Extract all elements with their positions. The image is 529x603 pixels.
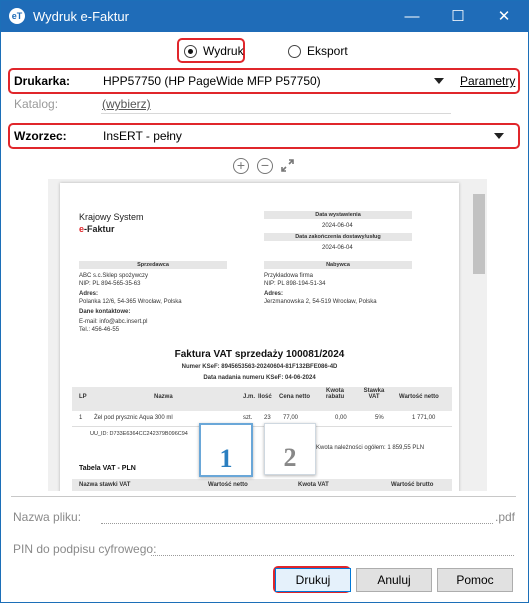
doc-seller-header: Sprzedawca	[79, 261, 227, 269]
doc-row-lp: 1	[79, 415, 83, 421]
output-mode-group	[1, 38, 528, 62]
minimize-button[interactable]: —	[404, 8, 420, 25]
doc-issue-date-header: Data wystawienia	[264, 211, 412, 219]
doc-delivery-date-header: Data zakończenia dostawy/usług	[264, 233, 412, 241]
doc-seller-nip: NIP: PL 894-565-35-63	[79, 281, 141, 287]
radio-eksport[interactable]	[288, 42, 348, 60]
filename-input[interactable]	[101, 523, 493, 524]
doc-row-wartosc: 1 771,00	[412, 415, 436, 421]
doc-vat-col-netto: Wartość netto	[208, 482, 248, 488]
doc-ksef-date: Data nadania numeru KSeF: 04-06-2024	[203, 375, 316, 381]
doc-system-name: Krajowy System	[79, 212, 144, 222]
template-label: Wzorzec:	[14, 129, 67, 143]
doc-vat-table-title: Tabela VAT - PLN	[79, 465, 136, 472]
doc-buyer-header: Nabywca	[264, 261, 412, 269]
doc-row-cena: 77,00	[283, 415, 299, 421]
doc-total: Kwota należności ogółem: 1 859,55 PLN	[316, 445, 425, 451]
doc-col-ilosc: Ilość	[258, 394, 272, 400]
doc-brand	[79, 224, 115, 234]
doc-seller-phone: Tel.: 456-46-55	[79, 327, 120, 333]
doc-col-nazwa: Nazwa	[154, 394, 173, 400]
print-preview-area[interactable]	[48, 179, 487, 491]
help-button[interactable]: Pomoc	[437, 568, 513, 592]
doc-seller-contact-label: Dane kontaktowe:	[79, 309, 131, 315]
radio-wydruk-label: Wydruk	[203, 44, 244, 58]
doc-buyer-name: Przykładowa firma	[264, 273, 314, 279]
doc-row-rabat: 0,00	[335, 415, 347, 421]
doc-buyer-addr: Jerzmanowska 2, 54-519 Wrocław, Polska	[264, 299, 377, 305]
page-thumbnail-1-label: 1	[219, 444, 233, 473]
doc-row-nazwa: Żel pod prysznic Aqua 300 ml	[94, 415, 173, 421]
doc-seller-addr: Polanka 12/6, 54-365 Wrocław, Polska	[79, 299, 182, 305]
doc-col-wartosc: Wartość netto	[399, 394, 439, 400]
printer-select[interactable]: HPP57750 (HP PageWide MFP P57750)	[103, 74, 321, 88]
app-logo-icon: eT	[9, 8, 25, 24]
radio-selected-icon	[184, 45, 197, 58]
doc-col-cena: Cena netto	[279, 394, 311, 400]
doc-row-divider	[72, 426, 452, 427]
doc-seller-email: E-mail: info@abc.insert.pl	[79, 319, 148, 325]
page-thumbnail-2[interactable]	[264, 423, 316, 475]
catalog-underline	[101, 113, 451, 114]
doc-buyer-nip: NIP: PL 898-194-51-34	[264, 281, 326, 287]
doc-vat-col-brutto: Wartość brutto	[391, 482, 434, 488]
doc-seller-addr-label: Adres:	[79, 291, 99, 297]
doc-col-lp: LP	[79, 394, 87, 400]
doc-vat-col-name: Nazwa stawki VAT	[79, 482, 131, 488]
close-button[interactable]: ✕	[497, 8, 511, 25]
template-select[interactable]: InsERT - pełny	[103, 129, 182, 143]
fit-page-icon[interactable]	[281, 159, 294, 172]
doc-brand-prefix: e	[79, 224, 85, 234]
cancel-button[interactable]: Anuluj	[356, 568, 432, 592]
highlight-template	[8, 123, 520, 149]
radio-wydruk[interactable]	[184, 42, 244, 60]
preview-separator	[11, 496, 516, 497]
maximize-button[interactable]: ☐	[451, 8, 465, 25]
page-thumbnail-1[interactable]	[199, 423, 253, 477]
pin-input[interactable]	[151, 555, 514, 556]
doc-col-rabat: Kwota rabatu	[325, 388, 345, 400]
doc-issue-date: 2024-06-04	[322, 223, 353, 229]
doc-ksef-number: Numer KSeF: 8945653563-20240604-81F132BFE086-4D	[181, 364, 338, 370]
doc-vat-col-vat: Kwota VAT	[298, 482, 329, 488]
doc-brand-rest: -Faktur	[84, 224, 115, 234]
template-dropdown-icon[interactable]	[494, 133, 504, 139]
catalog-choose-link[interactable]: (wybierz)	[102, 97, 151, 111]
zoom-toolbar	[231, 158, 301, 176]
radio-eksport-label: Eksport	[307, 44, 348, 58]
window-title: Wydruk e-Faktur	[33, 9, 129, 24]
preview-page	[60, 183, 459, 491]
printer-label: Drukarka:	[14, 74, 71, 88]
doc-col-jm: J.m.	[243, 394, 256, 400]
doc-buyer-addr-label: Adres:	[264, 291, 284, 297]
filename-label: Nazwa pliku:	[13, 510, 82, 524]
preview-scrollbar-thumb[interactable]	[473, 194, 485, 274]
doc-uu-id: UU_ID: D733E6364CC242379B096C94	[90, 431, 188, 437]
pin-label: PIN do podpisu cyfrowego:	[13, 542, 157, 556]
print-button[interactable]: Drukuj	[275, 568, 351, 592]
zoom-out-icon[interactable]: −	[257, 158, 273, 174]
doc-delivery-date: 2024-06-04	[322, 245, 353, 251]
parameters-link[interactable]: Parametry	[460, 74, 516, 88]
printer-dropdown-icon[interactable]	[434, 78, 444, 84]
radio-unselected-icon	[288, 45, 301, 58]
filename-extension: .pdf	[495, 510, 516, 524]
zoom-in-icon[interactable]: +	[233, 158, 249, 174]
doc-row-ilosc: 23	[264, 415, 271, 421]
page-thumbnail-2-label: 2	[283, 443, 297, 472]
title-bar	[1, 1, 528, 32]
doc-col-stawka: Stawka VAT	[363, 388, 385, 400]
doc-row-stawka: 5%	[375, 415, 384, 421]
doc-seller-name: ABC s.c.Sklep spożywczy	[79, 273, 149, 279]
doc-row-jm: szt.	[243, 415, 253, 421]
catalog-label: Katalog:	[14, 97, 59, 111]
doc-invoice-title: Faktura VAT sprzedaży 100081/2024	[174, 349, 345, 360]
